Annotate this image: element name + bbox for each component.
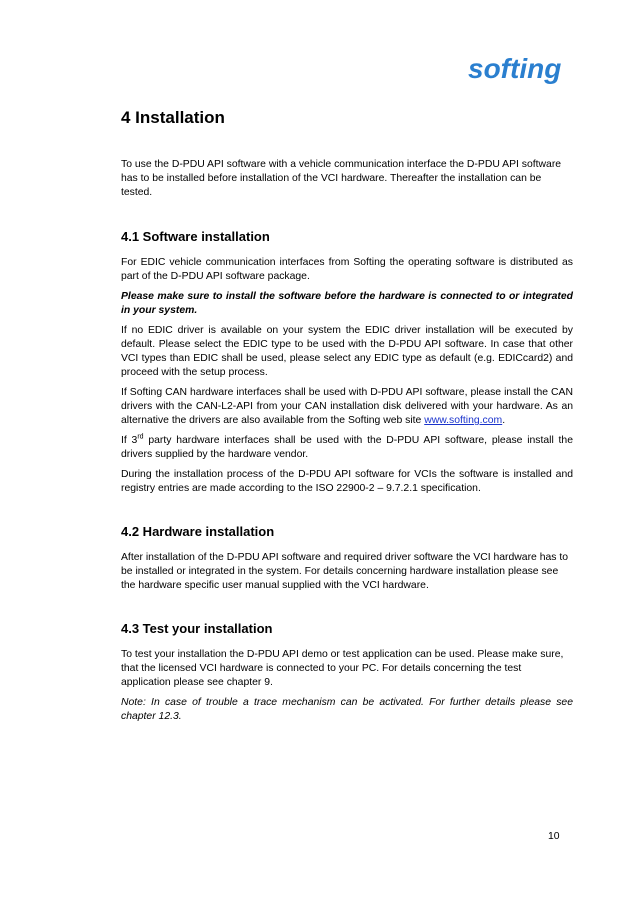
s43-paragraph-1: To test your installation the D-PDU API demo or test application can be used. Please make sure, that the licensed VCI hardware is connected to your PC. For details concerning the test application please see chapter 9.	[121, 649, 564, 688]
s43-note: Note: In case of trouble a trace mechanism can be activated. For further details please see chapter 12.3.	[121, 697, 573, 722]
s41-p3-end: .	[502, 415, 506, 426]
s41-paragraph-1: For EDIC vehicle communication interfaces from Softing the operating software is distributed as part of the D-PDU API software package.	[121, 257, 573, 282]
section-4-2-heading: 4.2 Hardware installation	[121, 524, 275, 539]
s41-paragraph-5: During the installation process of the D-PDU API software for VCIs the software is installed and registry entries are made according to the ISO 22900-2 – 9.7.2.1 specification.	[121, 469, 573, 494]
softing-logo	[468, 52, 574, 92]
s41-paragraph-3	[121, 386, 573, 428]
s42-paragraph-1: After installation of the D-PDU API software and required driver software the VCI hardware has to be installed or integrated in the system. For details concerning hardware installation please see the hardware specific user manual supplied with the VCI hardware.	[121, 552, 569, 591]
page-number: 10	[548, 831, 560, 842]
intro-paragraph: To use the D-PDU API software with a vehicle communication interface the D-PDU API software has to be installed before installation of the VCI hardware. Thereafter the installation can be tested.	[121, 159, 562, 198]
s41-p3-text: If Softing CAN hardware interfaces shall be used with D-PDU API software, please install the CAN drivers with the CAN-L2-API from your CAN installation disk delivered with your hardware. As an alternative the drivers are also available from the Softing web site	[121, 387, 573, 426]
s41-warning: Please make sure to install the software before the hardware is connected to or integrated in your system.	[121, 291, 573, 316]
s41-p4-pre: If 3	[121, 435, 138, 446]
s41-p4-post: party hardware interfaces shall be used with the D-PDU API software, please install the drivers supplied by the hardware vendor.	[121, 435, 573, 460]
logo-text: softing	[468, 53, 562, 84]
softing-website-link[interactable]: www.softing.com	[424, 415, 503, 426]
s41-paragraph-4	[121, 434, 573, 462]
section-4-1-heading: 4.1 Software installation	[121, 229, 270, 244]
s41-p4-sup: rd	[137, 433, 144, 441]
chapter-title: 4 Installation	[121, 108, 225, 127]
s41-paragraph-2: If no EDIC driver is available on your system the EDIC driver installation will be executed by default. Please select the EDIC type to be used with the D-PDU API software. In case that other VCI types than EDIC shall be used, please select any EDIC type as default (e.g. EDICcard2) and proceed with the setup process.	[121, 325, 573, 378]
document-body	[121, 108, 573, 730]
section-4-3-heading: 4.3 Test your installation	[121, 621, 273, 636]
